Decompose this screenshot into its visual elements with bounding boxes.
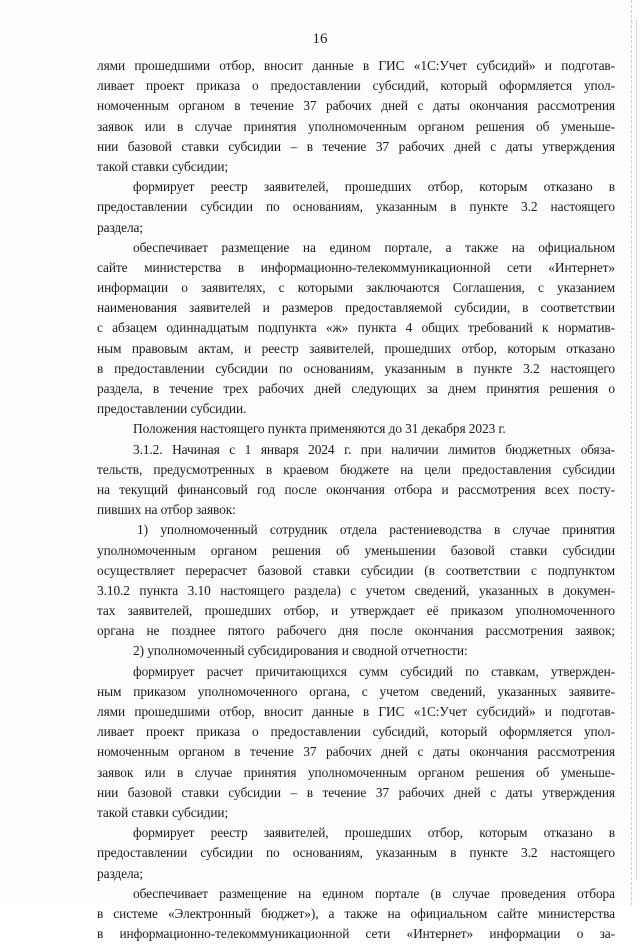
text-line: в системе «Электронный бюджет»), а также на официальном сайте министерства [97,905,615,921]
text-line: предоставлении субсидии по основаниям, указанным в пункте 3.2 настоящего [97,845,615,861]
text-line: раздела; [97,219,143,235]
text-line: Положения настоящего пункта применяются до 31 декабря 2023 г. [133,421,506,437]
text-line: обеспечивает размещение на едином портале (в случае проведения отбора [133,885,615,901]
text-line: осуществляет перерасчет базовой ставки субсидии (в соответствии с подпунктом [97,562,615,578]
text-line: 1) уполномоченный сотрудник отдела растениеводства в случае принятия [137,522,615,538]
text-line: заявок или в случае принятия уполномоченным органом решения об уменьше- [97,764,615,780]
text-line: лями прошедшими отбор, вносит данные в ГИС «1С:Учет субсидий» и подготав- [97,58,615,73]
text-line: такой ставки субсидии; [97,804,229,820]
text-line: предоставлении субсидии. [97,401,247,417]
text-line: лями прошедшими отбор, вносит данные в ГИС «1С:Учет субсидий» и подготав- [97,704,615,719]
text-line: наименования заявителей и размеров предоставляемой субсидии, в соответствии [97,300,615,316]
text-line: в информационно-телекоммуникационной сети «Интернет» информации о за- [97,926,615,942]
text-line: нии базовой ставки субсидии – в течение 37 рабочих дней с даты утверждения [97,784,615,800]
text-line: в предоставлении субсидии по основаниям, указанным в пункте 3.2 настоящего [97,360,615,376]
text-line: органа не позднее пятого рабочего дня после окончания рассмотрения заявок; [97,623,615,639]
text-line: пивших на отбор заявок: [97,502,236,518]
text-line: 2) уполномоченный субсидирования и сводной отчетности: [133,643,468,659]
text-line: формирует расчет причитающихся сумм субсидий по ставкам, утвержден- [133,663,615,679]
text-line: тельств, предусмотренных в краевом бюджете на цели предоставления субсидии [97,461,615,477]
text-line: сайте министерства в информационно-телекоммуникационной сети «Интернет» [97,259,615,275]
text-line: номоченным органом в течение 37 рабочих дней с даты окончания рассмотрения [97,98,615,114]
text-line: ным приказом уполномоченного органа, с учетом сведений, указанных заявите- [97,683,615,699]
text-line: формирует реестр заявителей, прошедших отбор, которым отказано в [133,825,615,841]
text-line: информации о заявителях, с которыми заключаются Соглашения, с указанием [97,280,615,296]
text-line: уполномоченным органом решения об уменьшении базовой ставки субсидии [97,542,615,558]
text-line: заявок или в случае принятия уполномоченным органом решения об уменьше- [97,118,615,134]
scan-edge-artifact [630,0,632,905]
text-line: тах заявителей, прошедших отбор, и утверждает её приказом уполномоченного [97,603,615,619]
page-number: 16 [312,31,328,47]
text-line: раздела, в течение трех рабочих дней следующих за днем принятия решения о [97,381,615,396]
text-line: обеспечивает размещение на едином портале, а также на официальном [133,239,615,255]
text-line: ливает проект приказа о предоставлении субсидий, который оформляется упол- [97,78,615,94]
text-line: предоставлении субсидии по основаниям, указанным в пункте 3.2 настоящего [97,199,615,215]
text-line: нии базовой ставки субсидии – в течение 37 рабочих дней с даты утверждения [97,138,615,154]
document-body [97,56,615,944]
text-line: раздела; [97,865,143,881]
text-line: формирует реестр заявителей, прошедших отбор, которым отказано в [133,179,615,195]
text-line: номоченным органом в течение 37 рабочих дней с даты окончания рассмотрения [97,744,615,760]
text-line: ливает проект приказа о предоставлении субсидий, который оформляется упол- [97,724,615,740]
text-line: 3.1.2. Начиная с 1 января 2024 г. при наличии лимитов бюджетных обяза- [133,441,615,457]
text-line: с абзацем одиннадцатым подпункта «ж» пункта 4 общих требований к норматив- [97,320,615,336]
scan-edge-artifact-inner [635,20,637,880]
text-line: на текущий финансовый год после окончания отбора и рассмотрения всех посту- [97,481,615,497]
text-line: ным правовым актам, и реестр заявителей, прошедших отбор, которым отказано [97,340,615,356]
text-line: такой ставки субсидии; [97,158,229,174]
text-line: 3.10.2 пункта 3.10 настоящего раздела) с учетом сведений, указанных в докумен- [97,582,615,598]
